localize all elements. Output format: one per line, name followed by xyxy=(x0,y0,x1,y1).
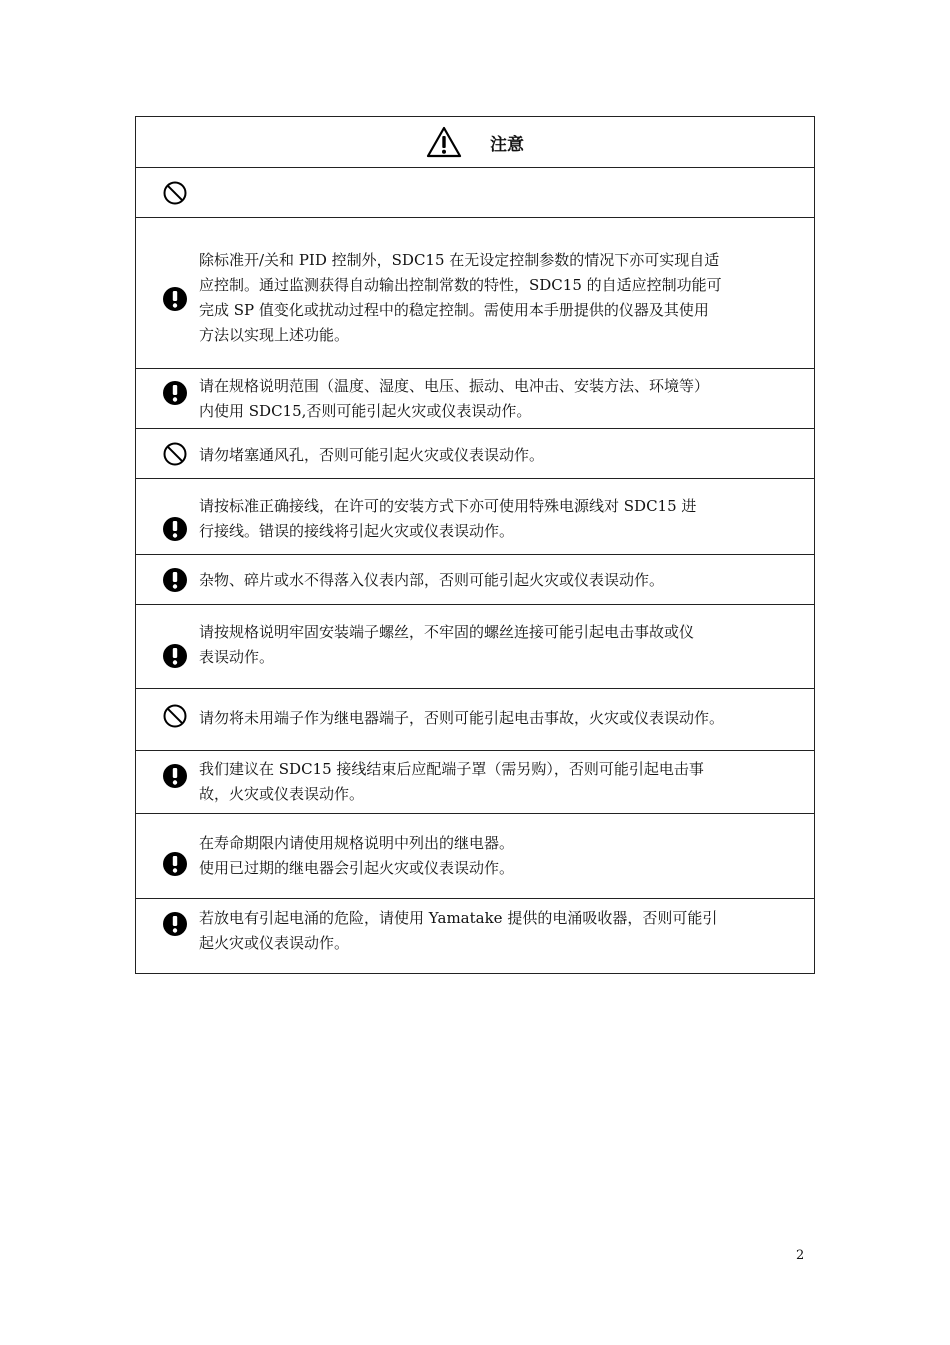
caution-row xyxy=(136,167,814,217)
caution-header xyxy=(136,117,814,167)
caution-text: 请勿堵塞通风孔，否则可能引起火灾或仪表误动作。 xyxy=(199,446,545,464)
prohibition-icon xyxy=(162,703,188,729)
mandatory-icon xyxy=(162,643,188,669)
caution-row xyxy=(136,604,814,688)
caution-text: 除标准开/关和 PID 控制外，SDC15 在无设定控制参数的情况下亦可实现自适 应控制。通过监测获得自动输出控制常数的特性，SDC15 的自适应控制功能可 完成 SP 值变化或扰动过程中的稳定控制。需使用本手册提供的仪器及其使用 方法以实现上述功能。 xyxy=(199,251,722,344)
mandatory-icon xyxy=(162,380,188,406)
caution-row xyxy=(136,554,814,604)
page-number: 2 xyxy=(796,1248,805,1263)
caution-table xyxy=(135,116,815,974)
caution-text: 请按规格说明牢固安装端子螺丝，不牢固的螺丝连接可能引起电击事故或仪 表误动作。 xyxy=(199,623,695,666)
caution-row xyxy=(136,428,814,478)
caution-row xyxy=(136,217,814,368)
mandatory-icon xyxy=(162,567,188,593)
caution-row xyxy=(136,478,814,554)
mandatory-icon xyxy=(162,911,188,937)
caution-text: 请勿将未用端子作为继电器端子，否则可能引起电击事故，火灾或仪表误动作。 xyxy=(199,709,725,727)
mandatory-icon xyxy=(162,851,188,877)
mandatory-icon xyxy=(162,516,188,542)
caution-text: 若放电有引起电涌的危险，请使用 Yamatake 提供的电涌吸收器，否则可能引 起火灾或仪表误动作。 xyxy=(199,909,718,952)
caution-row xyxy=(136,750,814,813)
warning-triangle-icon xyxy=(426,126,462,158)
mandatory-icon xyxy=(162,763,188,789)
caution-text: 在寿命期限内请使用规格说明中列出的继电器。 使用已过期的继电器会引起火灾或仪表误动作。 xyxy=(199,834,515,877)
caution-text: 我们建议在 SDC15 接线结束后应配端子罩（需另购），否则可能引起电击事 故，火灾或仪表误动作。 xyxy=(199,760,704,803)
prohibition-icon xyxy=(162,441,188,467)
caution-text: 请在规格说明范围（温度、湿度、电压、振动、电冲击、安装方法、环境等） 内使用 SDC15,否则可能引起火灾或仪表误动作。 xyxy=(199,377,710,420)
caution-text: 杂物、碎片或水不得落入仪表内部，否则可能引起火灾或仪表误动作。 xyxy=(199,571,665,589)
mandatory-icon xyxy=(162,286,188,312)
caution-row xyxy=(136,688,814,750)
caution-title: 注意 xyxy=(490,134,524,155)
caution-row xyxy=(136,898,814,973)
caution-row xyxy=(136,813,814,898)
caution-row xyxy=(136,368,814,428)
caution-text: 请按标准正确接线，在许可的安装方式下亦可使用特殊电源线对 SDC15 进 行接线。错误的接线将引起火灾或仪表误动作。 xyxy=(199,497,697,540)
prohibition-icon xyxy=(162,180,188,206)
